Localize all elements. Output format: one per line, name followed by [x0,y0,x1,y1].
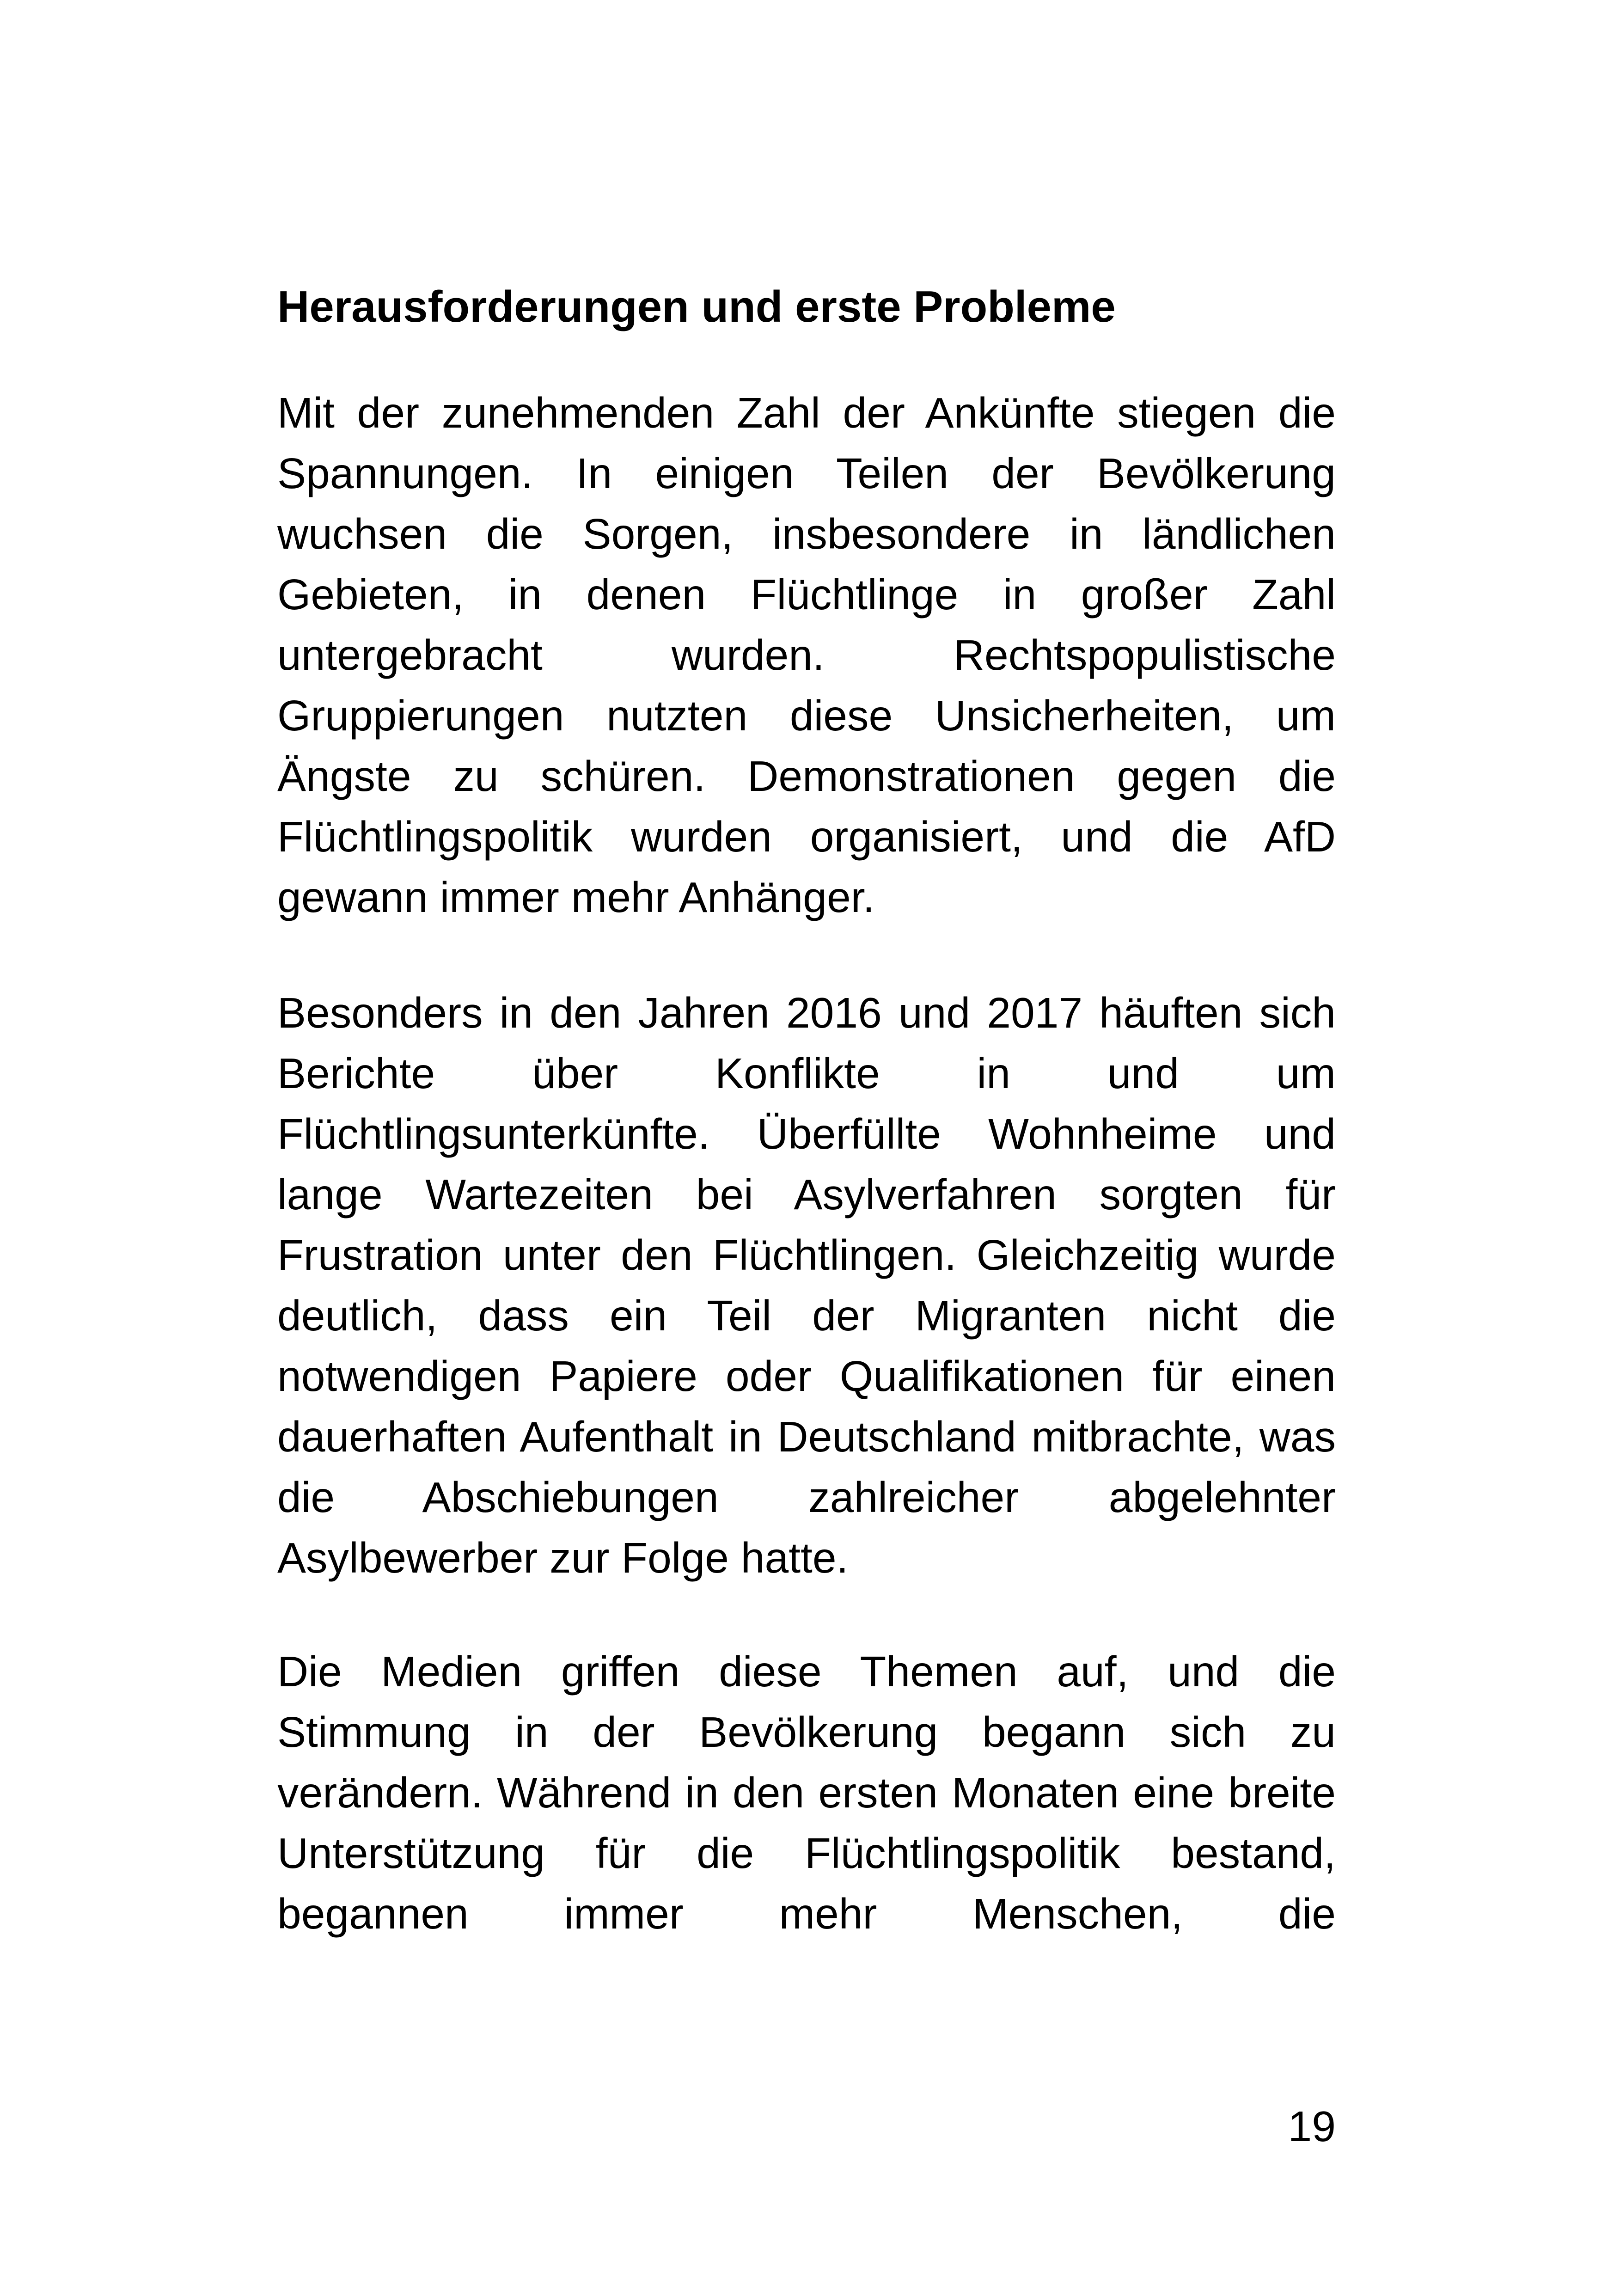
paragraph-1: Mit der zunehmenden Zahl der Ankünfte stiegen die Spannungen. In einigen Teilen der Bevölkerung wuchsen die Sorgen, insbesondere in ländlichen Gebieten, in denen Flüchtlinge in großer Zahl untergebracht wurden. Rechtspopulistische Gruppierungen nutzten diese Unsicherheiten, um Ängste zu schüren. Demonstrationen gegen die Flüchtlingspolitik wurden organisiert, und die AfD gewann immer mehr Anhänger. [277,389,1336,921]
paragraph-3: Die Medien griffen diese Themen auf, und die Stimmung in der Bevölkerung begann sich zu verändern. Während in den ersten Monaten eine breite Unterstützung für die Flüchtlingspolitik bestand, begannen immer mehr Menschen, die [277,1647,1336,1938]
section-heading: Herausforderungen und erste Probleme [277,282,1116,331]
book-page [277,0,1336,2296]
page-number: 19 [1288,2102,1336,2150]
paragraph-2: Besonders in den Jahren 2016 und 2017 häuften sich Berichte über Konflikte in und um Flüchtlingsunterkünfte. Überfüllte Wohnheime und lange Wartezeiten bei Asylverfahren sorgten für Frustration unter den Flüchtlingen. Gleichzeitig wurde deutlich, dass ein Teil der Migranten nicht die notwendigen Papiere oder Qualifikationen für einen dauerhaften Aufenthalt in Deutschland mitbrachte, was die Abschiebungen zahlreicher abgelehnter Asylbewerber zur Folge hatte. [277,989,1336,1582]
